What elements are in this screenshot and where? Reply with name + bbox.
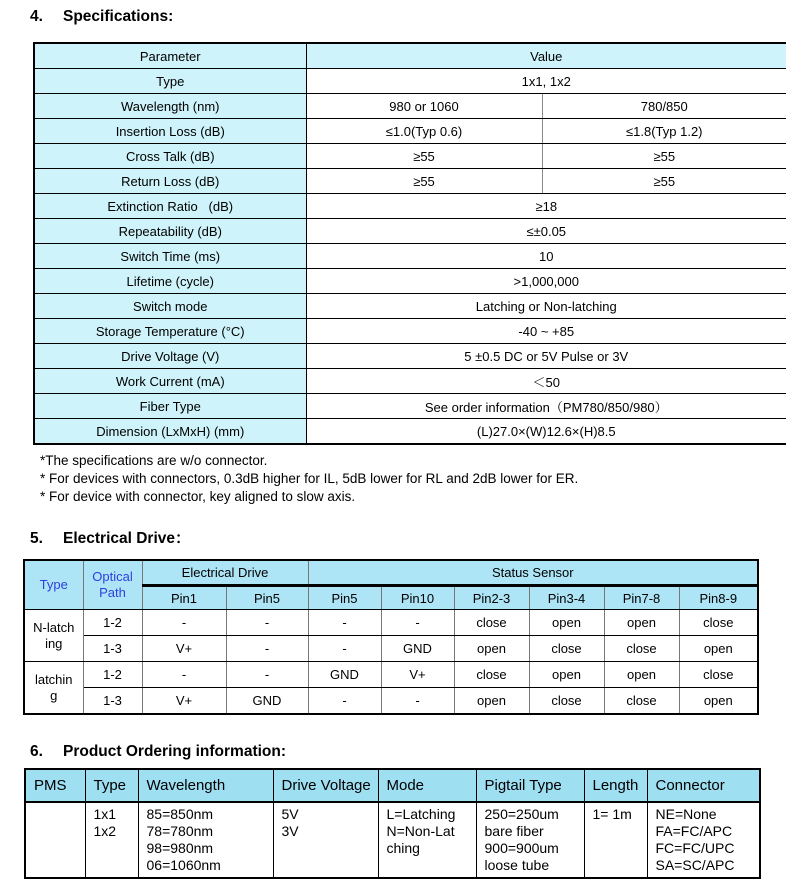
drive-header-pin: Pin3-4 bbox=[529, 586, 604, 610]
spec-param-cell: Insertion Loss (dB) bbox=[34, 119, 306, 144]
section6-number: 6. bbox=[30, 743, 43, 760]
order-type-cell bbox=[85, 802, 138, 878]
drive-path-cell: 1-2 bbox=[83, 662, 142, 688]
section5-number: 5. bbox=[30, 530, 43, 547]
spec-note-line: *The specifications are w/o connector. bbox=[40, 453, 268, 468]
order-mode-cell bbox=[378, 802, 476, 878]
spec-param-cell: Lifetime (cycle) bbox=[34, 269, 306, 294]
order-header-row bbox=[25, 769, 760, 802]
order-header-drive-voltage: Drive Voltage bbox=[273, 769, 378, 802]
drive-cell: close bbox=[454, 610, 529, 636]
spec-value-cell: ≥55 bbox=[542, 144, 786, 169]
order-line: 900=900um bbox=[484, 840, 559, 856]
spec-value-cell: ≤1.0(Typ 0.6) bbox=[306, 119, 542, 144]
order-header-connector: Connector bbox=[647, 769, 760, 802]
drive-cell: close bbox=[604, 636, 679, 662]
order-line: FA=FC/APC bbox=[655, 823, 733, 839]
spec-param-cell: Storage Temperature (°C) bbox=[34, 319, 306, 344]
spec-value-cell: 1x1, 1x2 bbox=[306, 69, 786, 94]
order-body-row bbox=[25, 802, 760, 878]
drive-cell: - bbox=[381, 688, 454, 715]
drive-cell: close bbox=[529, 688, 604, 715]
order-pms-cell bbox=[25, 802, 85, 878]
drive-cell: open bbox=[604, 662, 679, 688]
spec-param-cell: Drive Voltage (V) bbox=[34, 344, 306, 369]
drive-cell: open bbox=[679, 636, 758, 662]
order-header-length: Length bbox=[584, 769, 647, 802]
spec-param-cell: Type bbox=[34, 69, 306, 94]
drive-header-pin: Pin5 bbox=[226, 586, 308, 610]
order-line: NE=None bbox=[655, 806, 717, 822]
drive-path-cell: 1-2 bbox=[83, 610, 142, 636]
spec-value-cell: 10 bbox=[306, 244, 786, 269]
order-line: 06=1060nm bbox=[146, 857, 221, 873]
drive-header-type: Type bbox=[24, 560, 83, 610]
order-length-cell: 1= 1m bbox=[584, 802, 647, 878]
spec-param-cell: Switch Time (ms) bbox=[34, 244, 306, 269]
drive-type-line: g bbox=[50, 687, 58, 703]
order-header-type: Type bbox=[85, 769, 138, 802]
order-line: bare fiber bbox=[484, 823, 544, 839]
electrical-drive-table bbox=[23, 559, 759, 715]
drive-type-cell bbox=[24, 662, 83, 715]
drive-cell: - bbox=[226, 610, 308, 636]
spec-value-cell: >1,000,000 bbox=[306, 269, 786, 294]
drive-cell: open bbox=[454, 636, 529, 662]
order-line: 3V bbox=[281, 823, 299, 839]
spec-param-cell: Work Current (mA) bbox=[34, 369, 306, 394]
order-line: 5V bbox=[281, 806, 299, 822]
spec-value-cell: ≥55 bbox=[306, 169, 542, 194]
spec-row-fiber-type bbox=[34, 394, 786, 419]
drive-row bbox=[24, 636, 758, 662]
section6-title: Product Ordering information: bbox=[63, 743, 287, 760]
spec-note-line: * For device with connector, key aligned to slow axis. bbox=[40, 489, 356, 504]
order-header-pms: PMS bbox=[25, 769, 85, 802]
drive-header-pin: Pin8-9 bbox=[679, 586, 758, 610]
drive-row bbox=[24, 662, 758, 688]
drive-header-status-sensor: Status Sensor bbox=[308, 560, 758, 586]
spec-row-insertion-loss bbox=[34, 119, 786, 144]
spec-param-cell: Dimension (LxMxH) (mm) bbox=[34, 419, 306, 445]
drive-type-line: latchin bbox=[34, 671, 73, 687]
spec-value-cell: ≥55 bbox=[306, 144, 542, 169]
spec-param-cell: Wavelength (nm) bbox=[34, 94, 306, 119]
order-line: 1x1 bbox=[93, 806, 117, 822]
drive-cell: V+ bbox=[142, 688, 226, 715]
spec-value-cell: ≥18 bbox=[306, 194, 786, 219]
drive-cell: - bbox=[142, 662, 226, 688]
spec-param-cell: Repeatability (dB) bbox=[34, 219, 306, 244]
drive-row bbox=[24, 688, 758, 715]
ordering-table bbox=[24, 768, 761, 879]
order-header-wavelength: Wavelength bbox=[138, 769, 273, 802]
spec-param-cell: Switch mode bbox=[34, 294, 306, 319]
drive-cell: GND bbox=[381, 636, 454, 662]
spec-row-repeatability bbox=[34, 219, 786, 244]
order-wavelength-cell bbox=[138, 802, 273, 878]
spec-value-cell: ＜50 bbox=[306, 369, 786, 394]
drive-path-cell: 1-3 bbox=[83, 688, 142, 715]
drive-cell: - bbox=[308, 636, 381, 662]
drive-type-line: N-latch bbox=[33, 619, 75, 635]
order-header-mode: Mode bbox=[378, 769, 476, 802]
drive-cell: - bbox=[381, 610, 454, 636]
spec-row-switch-mode bbox=[34, 294, 786, 319]
order-connector-cell bbox=[647, 802, 760, 878]
drive-header-pin: Pin7-8 bbox=[604, 586, 679, 610]
order-line: 85=850nm bbox=[146, 806, 214, 822]
section5-title: Electrical Drive： bbox=[63, 530, 191, 547]
spec-header-parameter: Parameter bbox=[34, 43, 306, 69]
drive-cell: V+ bbox=[142, 636, 226, 662]
spec-param-cell: Cross Talk (dB) bbox=[34, 144, 306, 169]
order-line: 1x2 bbox=[93, 823, 117, 839]
drive-cell: close bbox=[529, 636, 604, 662]
drive-cell: open bbox=[604, 610, 679, 636]
drive-cell: - bbox=[226, 662, 308, 688]
drive-cell: close bbox=[679, 662, 758, 688]
spec-value-cell: 5 ±0.5 DC or 5V Pulse or 3V bbox=[306, 344, 786, 369]
section4-number: 4. bbox=[30, 8, 43, 25]
drive-path-cell: 1-3 bbox=[83, 636, 142, 662]
drive-cell: close bbox=[604, 688, 679, 715]
spec-note-line: * For devices with connectors, 0.3dB higher for IL, 5dB lower for RL and 2dB lower for ER. bbox=[40, 471, 579, 486]
order-line: 250=250um bbox=[484, 806, 559, 822]
order-line: FC=FC/UPC bbox=[655, 840, 735, 856]
drive-type-cell bbox=[24, 610, 83, 662]
spec-param-cell: Return Loss (dB) bbox=[34, 169, 306, 194]
spec-row-lifetime bbox=[34, 269, 786, 294]
drive-cell: - bbox=[226, 636, 308, 662]
spec-notes bbox=[40, 452, 786, 506]
drive-cell: - bbox=[308, 688, 381, 715]
spec-row-wavelength bbox=[34, 94, 786, 119]
specifications-table bbox=[33, 42, 786, 445]
spec-value-cell: Latching or Non-latching bbox=[306, 294, 786, 319]
drive-cell: open bbox=[529, 662, 604, 688]
spec-row-storage-temperature bbox=[34, 319, 786, 344]
drive-header-pin: Pin2-3 bbox=[454, 586, 529, 610]
section4-title: Specifications: bbox=[63, 8, 174, 25]
drive-cell: - bbox=[142, 610, 226, 636]
order-pigtail-cell bbox=[476, 802, 584, 878]
spec-row-type bbox=[34, 69, 786, 94]
spec-row-extinction-ratio bbox=[34, 194, 786, 219]
spec-value-cell: (L)27.0×(W)12.6×(H)8.5 bbox=[306, 419, 786, 445]
order-drive-voltage-cell bbox=[273, 802, 378, 878]
drive-cell: GND bbox=[226, 688, 308, 715]
drive-header-electrical-drive: Electrical Drive bbox=[142, 560, 308, 586]
section4-heading bbox=[30, 0, 786, 26]
spec-row-switch-time bbox=[34, 244, 786, 269]
drive-row bbox=[24, 610, 758, 636]
order-line: 98=980nm bbox=[146, 840, 214, 856]
drive-cell: open bbox=[454, 688, 529, 715]
order-line: 78=780nm bbox=[146, 823, 214, 839]
drive-cell: close bbox=[679, 610, 758, 636]
spec-row-drive-voltage bbox=[34, 344, 786, 369]
spec-param-cell: Fiber Type bbox=[34, 394, 306, 419]
drive-header-pin: Pin10 bbox=[381, 586, 454, 610]
order-header-pigtail-type: Pigtail Type bbox=[476, 769, 584, 802]
spec-value-cell: ≥55 bbox=[542, 169, 786, 194]
spec-value-cell: See order information（PM780/850/980） bbox=[306, 394, 786, 419]
drive-type-line: ing bbox=[45, 635, 63, 651]
drive-cell: close bbox=[454, 662, 529, 688]
order-line: L=Latching bbox=[386, 806, 456, 822]
drive-header-pin: Pin1 bbox=[142, 586, 226, 610]
drive-header-group-row bbox=[24, 560, 758, 586]
spec-row-work-current bbox=[34, 369, 786, 394]
spec-value-cell: ≤1.8(Typ 1.2) bbox=[542, 119, 786, 144]
spec-row-return-loss bbox=[34, 169, 786, 194]
spec-value-cell: -40 ~ +85 bbox=[306, 319, 786, 344]
drive-header-optical-path: Optical Path bbox=[83, 560, 142, 610]
spec-row-dimension bbox=[34, 419, 786, 445]
spec-header-row bbox=[34, 43, 786, 69]
spec-value-cell: 780/850 bbox=[542, 94, 786, 119]
drive-cell: open bbox=[529, 610, 604, 636]
order-line: ching bbox=[386, 840, 420, 856]
spec-value-cell: 980 or 1060 bbox=[306, 94, 542, 119]
drive-cell: V+ bbox=[381, 662, 454, 688]
order-line: N=Non-Lat bbox=[386, 823, 455, 839]
spec-param-cell: Extinction Ratio (dB) bbox=[34, 194, 306, 219]
section5-heading bbox=[30, 530, 786, 548]
order-line: loose tube bbox=[484, 857, 550, 873]
drive-cell: open bbox=[679, 688, 758, 715]
drive-header-pin: Pin5 bbox=[308, 586, 381, 610]
drive-cell: GND bbox=[308, 662, 381, 688]
spec-value-cell: ≤±0.05 bbox=[306, 219, 786, 244]
spec-row-cross-talk bbox=[34, 144, 786, 169]
drive-cell: - bbox=[308, 610, 381, 636]
spec-header-value: Value bbox=[306, 43, 786, 69]
order-line: SA=SC/APC bbox=[655, 857, 735, 873]
section6-heading bbox=[30, 743, 786, 761]
